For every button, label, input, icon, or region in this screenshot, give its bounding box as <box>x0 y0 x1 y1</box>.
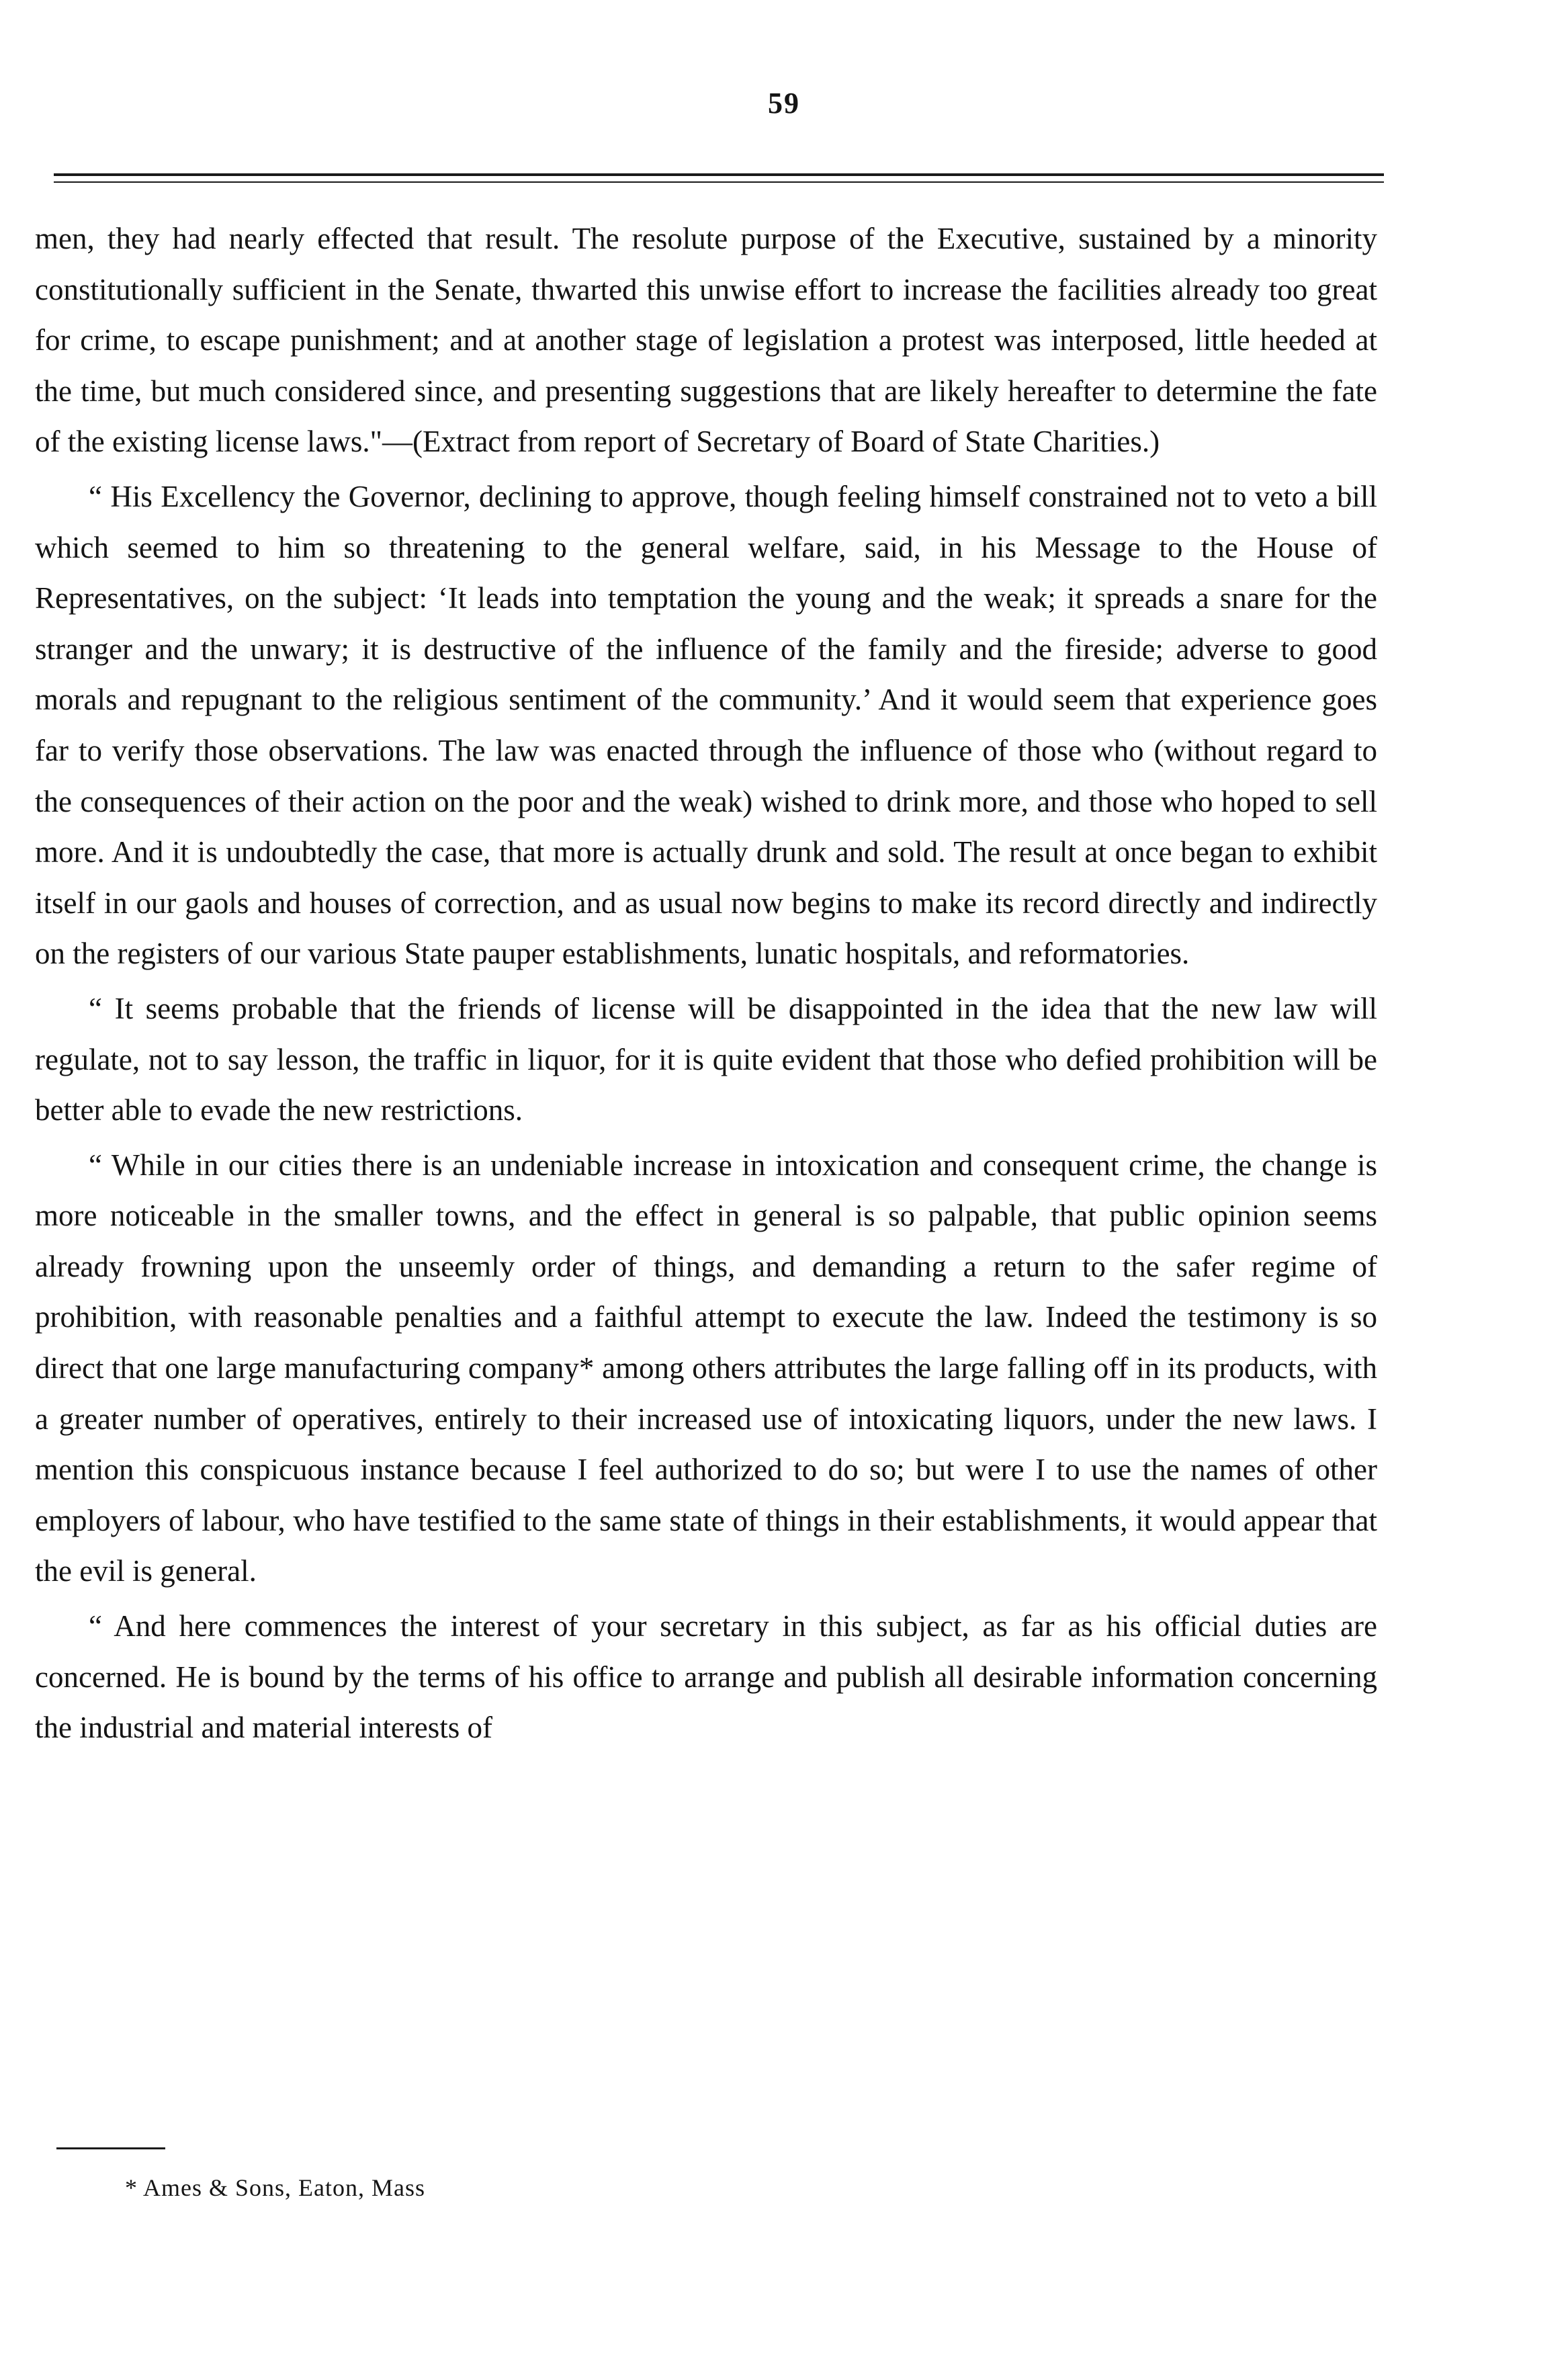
paragraph-4: “ While in our cities there is an undeniable increase in intoxication and consequent crime, the change is more noticeable in the smaller towns, and the effect in general is so palpable, that public opinion seems already frowning upon the unseemly order of things, and demanding a return to the safer regime of prohibition, with reasonable penalties and a faithful attempt to execute the law. Indeed the testimony is so direct that one large manufacturing company* among others attributes the large falling off in its products, with a greater number of operatives, entirely to their increased use of intoxicating liquors, under the new laws. I mention this conspicuous instance because I feel authorized to do so; but were I to use the names of other employers of labour, who have testified to the same state of things in their establishments, it would appear that the evil is general. <box>35 1148 1377 1588</box>
paragraph-2: “ His Excellency the Governor, declining to approve, though feeling himself constrained not to veto a bill which seemed to him so threatening to the general welfare, said, in his Message to the House of Representatives, on the subject: ‘It leads into temptation the young and the weak; it spreads a snare for the stranger and the unwary; it is destructive of the influence of the family and the fireside; adverse to good morals and repugnant to the religious sentiment of the community.’ And it would seem that experience goes far to verify those observations. The law was enacted through the influence of those who (without regard to the consequences of their action on the poor and the weak) wished to drink more, and those who hoped to sell more. And it is undoubtedly the case, that more is actually drunk and sold. The result at once began to exhibit itself in our gaols and houses of correction, and as usual now begins to make its record directly and indirectly on the registers of our various State pauper establishments, lunatic hospitals, and reformatories. <box>35 479 1377 971</box>
page-number: 59 <box>768 87 800 120</box>
header-rule-thin <box>54 181 1384 183</box>
paragraph-3: “ It seems probable that the friends of license will be disappointed in the idea that the new law will regulate, not to say lesson, the traffic in liquor, for it is quite evident that those who defied prohibition will be better able to evade the new restrictions. <box>35 991 1377 1127</box>
header-rule-thick <box>54 173 1384 176</box>
paragraph-1: men, they had nearly effected that result. The resolute purpose of the Executive, sustained by a minority constitutionally sufficient in the Senate, thwarted this unwise effort to increase the facilities already too great for crime, to escape punishment; and at another stage of legislation a protest was interposed, little heeded at the time, but much considered since, and presenting suggestions that are likely hereafter to determine the fate of the existing license laws."—(Extract from report of Secretary of Board of State Charities.) <box>35 222 1377 459</box>
footnote: * Ames & Sons, Eaton, Mass <box>125 2174 426 2201</box>
paragraph-5: “ And here commences the interest of your secretary in this subject, as far as his official duties are concerned. He is bound by the terms of his office to arrange and publish all desirable information concerning the industrial and material interests of <box>35 1609 1377 1745</box>
footnote-rule <box>56 2147 165 2149</box>
body-text <box>35 214 1377 1754</box>
